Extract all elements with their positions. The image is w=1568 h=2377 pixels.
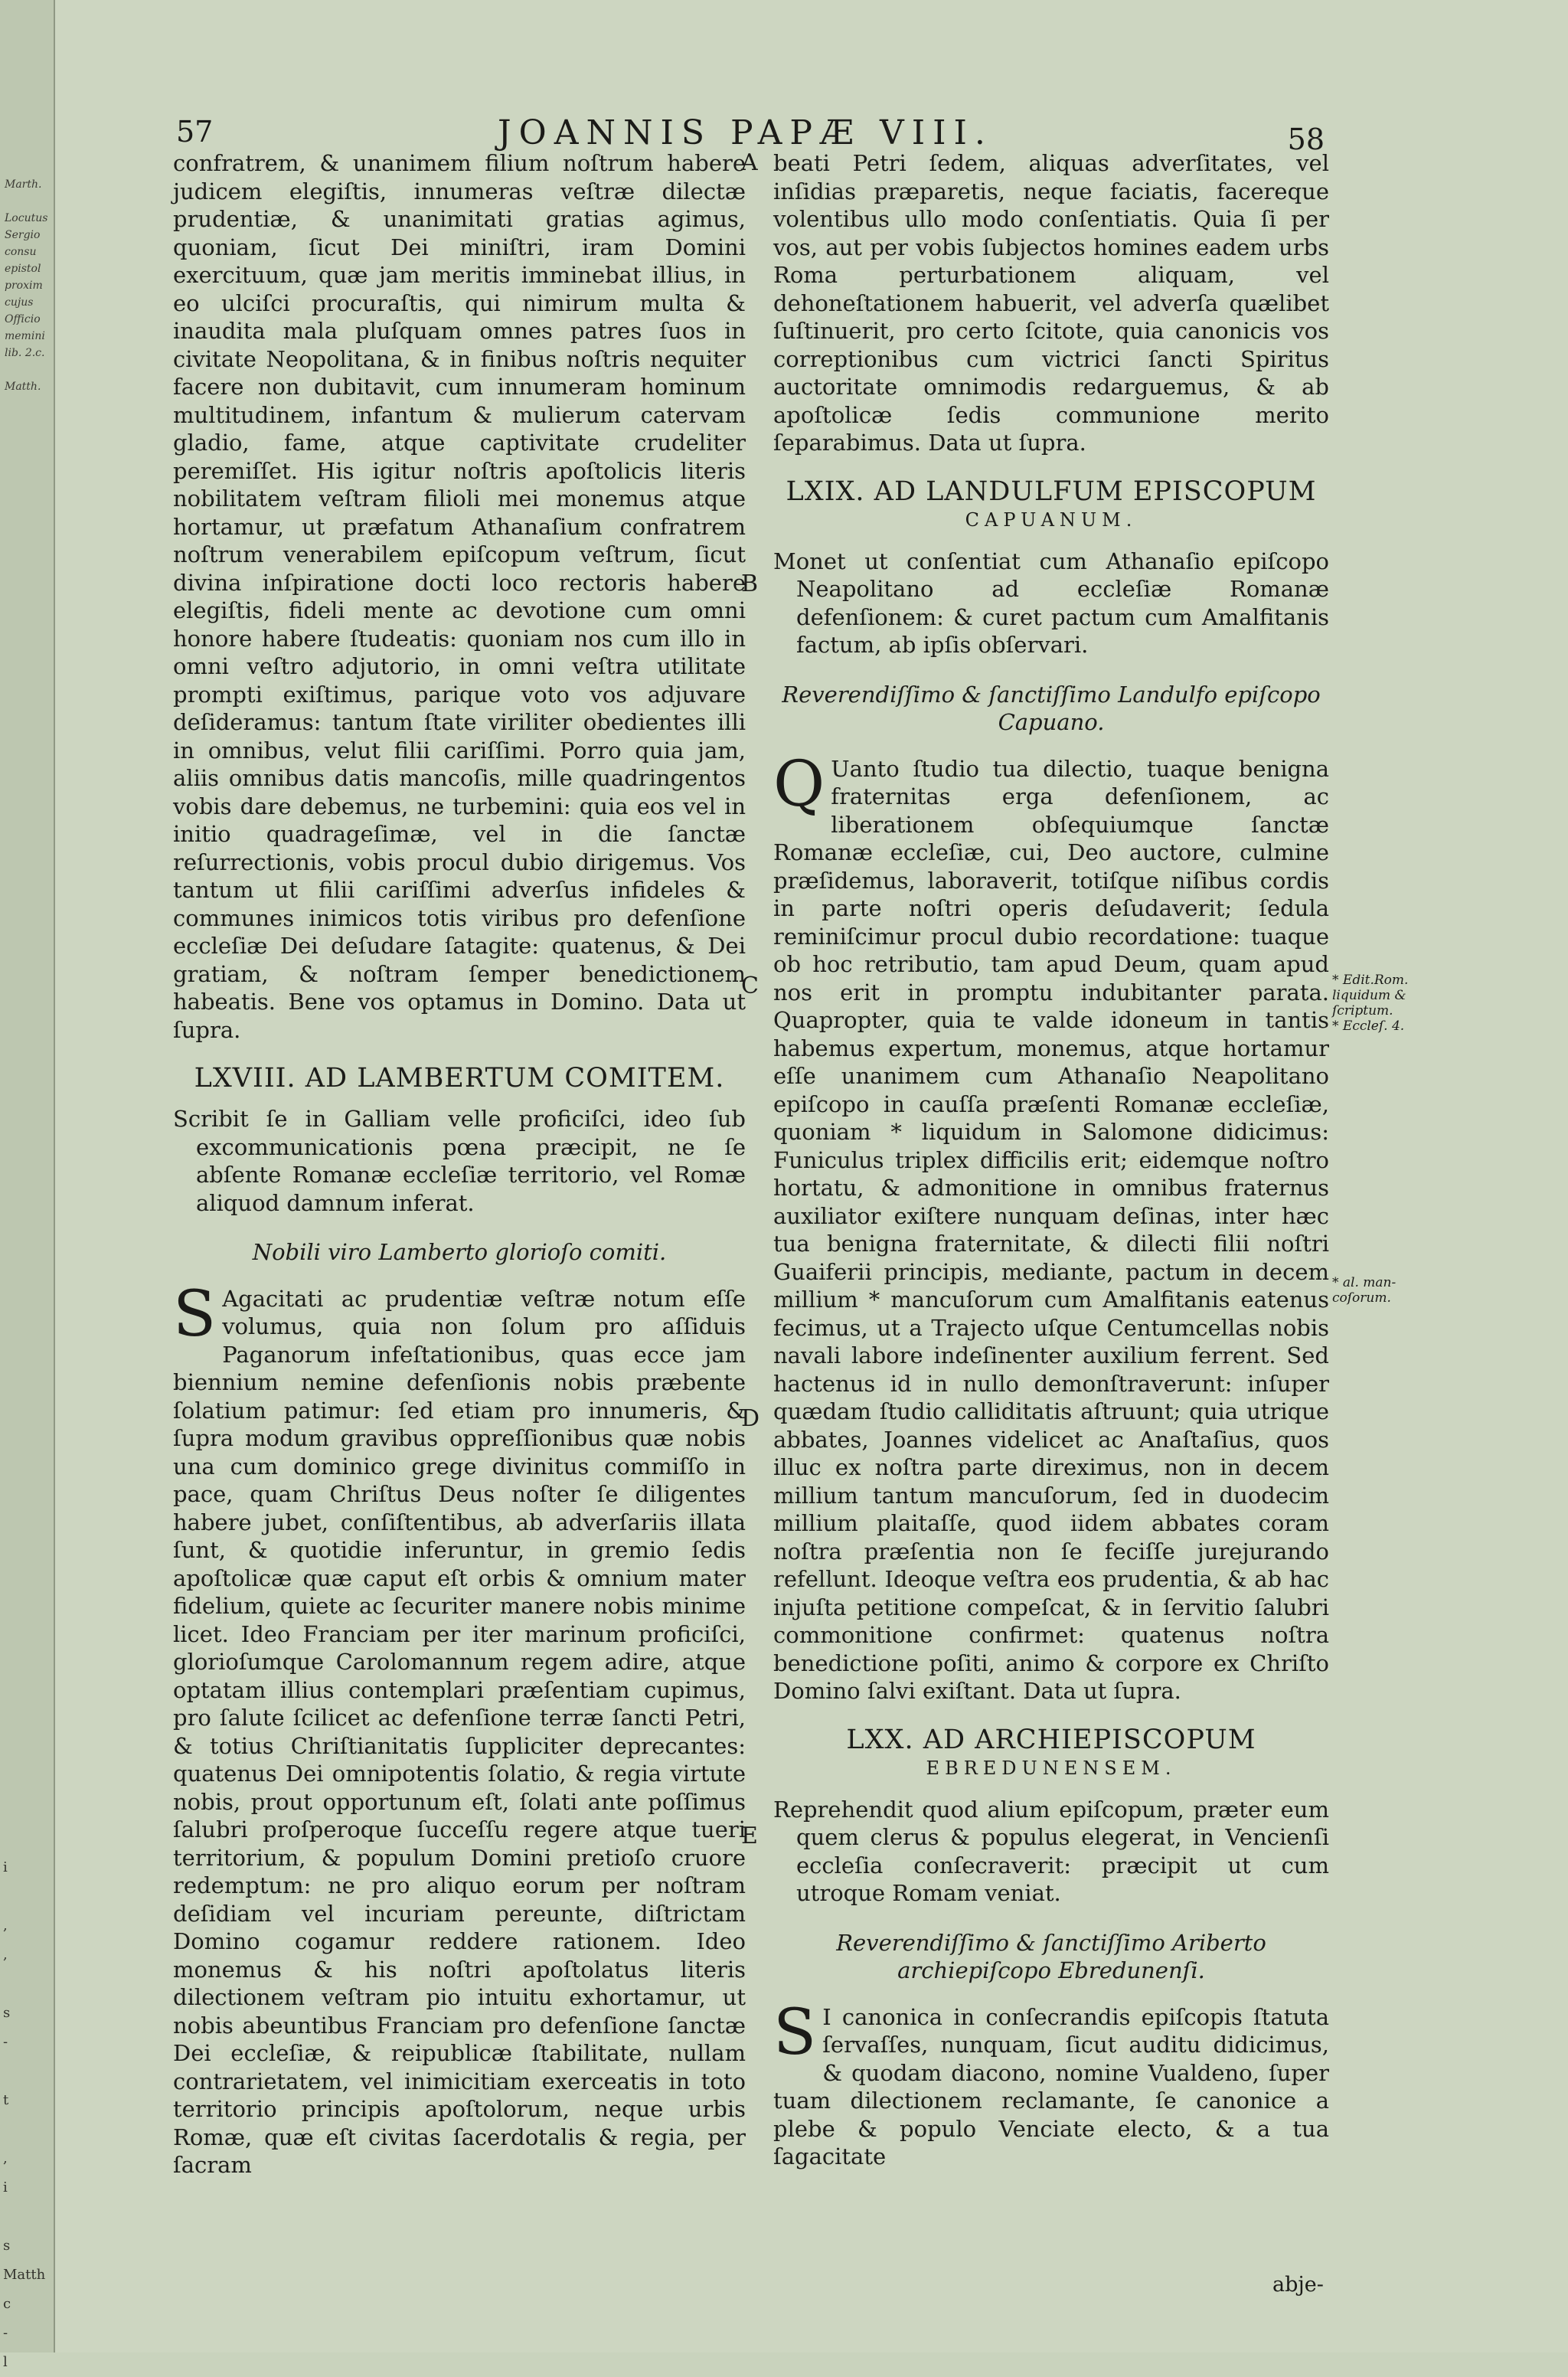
letter69-dropcap: Q — [773, 747, 825, 821]
letter68-dropcap: S — [173, 1277, 217, 1351]
letter68-conclusion: beati Petri ſedem, aliquas adverſitates, vel inſidias præparetis, neque faciatis, facereque volentibus ullo modo conſentiatis. Quia ſi per vos, aut per vobis ſubjectos homines eadem urbs Roma perturbationem aliquam, vel dehoneſtationem habuerit, vel adverſa quælibet ſuſtinuerit, pro certo ſcitote, quia canonicis vos correptionibus cum victrici ſancti Spiritus auctoritate omnimodis redarguemus, & ab apoſtolicæ ſedis communione merito ſeparabimus. Data ut ſupra. — [773, 150, 1329, 456]
letter70-body-paragraph — [773, 1996, 1329, 2171]
letter70-address: Reverendiſſimo & ſanctiſſimo Ariberto archiepiſcopo Ebredunenſi. — [836, 1929, 1266, 1983]
letter67-conclusion: confratrem, & unanimem filium noſtrum habere judicem elegiſtis, innumeras veſtræ dilectæ prudentiæ, & unanimitati gratias agimus, quoniam, ſicut Dei miniſtri, iram Domini exercituum, quæ jam meritis imminebat illius, in eo ulciſci procuraſtis, qui nimirum multa & inaudita mala pluſquam omnes patres ſuos in civitate Neopolitana, & in finibus noſtris nequiter facere non dubitavit, cum innumeram hominum multitudinem, infantum & mulierum catervam gladio, fame, atque captivitate crudeliter peremiſſet. His igitur noſtris apoſtolicis literis nobilitatem veſtram filioli mei monemus atque hortamur, ut præfatum Athanaſium confratrem noſtrum venerabilem epiſcopum veſtrum, ſicut divina inſpiratione docti loco rectoris habere elegiſtis, fideli mente ac devotione cum omni honore habere ſtudeatis: quoniam nos cum illo in omni veſtro adjutorio, in omni veſtra utilitate prompti exiſtimus, parique voto vos adjuvare deſideramus: tantum ſtate viriliter obedientes illi in omnibus, velut filii cariſſimi. Porro quia jam, aliis omnibus datis mancoſis, mille quadringentos vobis dare debemus, ne turbemini: quia eos vel in initio quadrageſimæ, vel in die ſanctæ reſurrectionis, vobis procul dubio dirigemus. Vos tantum ut filii cariſſimi adverſus infideles & communes inimicos totis viribus pro defenſione eccleſiæ Dei deſudare ſatagite: quatenus, & Dei gratiam, & noſtram ſemper benedictionem habeatis. Bene vos optamus in Domino. Data ut ſupra. — [173, 150, 746, 1043]
letter69-body: Uanto ſtudio tua dilectio, tuaque benigna fraternitas erga defenſionem, ac liberationem obſequiumque ſanctæ Romanæ eccleſiæ, cui, Deo auctore, culmine præſidemus, laboraverit, totiſque niſibus cordis in parte noſtri operis deſudaverit; ſedula reminiſcimur procul dubio recordatione: tuaque ob hoc retributio, tam apud Deum, quam apud nos erit in promptu indubitanter parata. Quapropter, quia te valde idoneum in tantis habemus expertum, monemus, atque hortamur eſſe unanimem cum Athanaſio Neapolitano epiſcopo in cauſſa præſenti Romanæ eccleſiæ, quoniam * liquidum in Salomone didicimus: Funiculus triplex difficilis erit; eidemque noſtro hortatu, & admonitione in omnibus fraternus auxiliator exiſtere nunquam deſinas, inter hæc tua benigna fraternitate, & dilecti filii noſtri Guaiferii principis, mediante, pactum in decem millium * mancuſorum cum Amalfitanis eatenus fecimus, ut a Trajecto uſque Centumcellas nobis navali labore indeſinenter auxilium ferrent. Sed hactenus id in nullo demonſtraverunt: inſuper quædam ſtudio calliditatis aſtruunt; quia utrique abbates, Joannes videlicet ac Anaſtaſius, quos illuc ex noſtra parte direximus, non in decem millium tantum mancuſorum, ſed in duodecim millium plaitaſſe, quod iidem abbates coram noſtra præſentia non ſe feciſſe jurejurando refellunt. Ideoque veſtra eos prudentia, & ab hac injuſta petitione compeſcat, & in ſervitio ſalubri commonitione confirmet: quatenus noſtra benedictione poſiti, animo & corpore ex Chriſto Domino ſalvi exiſtant. Data ut ſupra. — [773, 755, 1329, 1704]
section-letter-markers — [741, 149, 772, 1849]
letter68-address: Nobili viro Lamberto glorioſo comiti. — [252, 1239, 667, 1265]
left-column — [173, 149, 746, 2179]
letter69-summary: Monet ut conſentiat cum Athanaſio epiſcopo Neapolitano ad eccleſiæ Romanæ defenſionem: & curet pactum cum Amalfitanis factum, ab ipſis obſervari. — [773, 548, 1329, 658]
marginal-note-edit-rom: * Edit.Rom. liquidum & ſcriptum. * Eccleſ. 4. — [1332, 973, 1409, 1034]
letter68-body-paragraph — [173, 1277, 746, 2179]
letter70-summary: Reprehendit quod alium epiſcopum, præter eum quem clerus & populus elegerat, in Vencienſi eccleſia conſecraverit: præcipit ut cum utroque Romam veniat. — [773, 1796, 1329, 1906]
section-marker-d: D — [741, 1405, 760, 1432]
letter69-address: Reverendiſſimo & ſanctiſſimo Landulfo epiſcopo Capuano. — [782, 681, 1321, 735]
page-number-left: 57 — [176, 115, 214, 149]
letter70-subheading: EBREDUNENSEM. — [926, 1757, 1177, 1779]
right-column — [773, 149, 1329, 2171]
letter69-subheading: CAPUANUM. — [965, 508, 1138, 531]
section-marker-b: B — [741, 571, 759, 597]
catchword: abje- — [1272, 2273, 1324, 2297]
running-title: JOANNIS PAPÆ VIII. — [498, 113, 993, 152]
letter70-heading: LXX. AD ARCHIEPISCOPUM — [846, 1724, 1256, 1755]
letter68-heading: LXVIII. AD LAMBERTUM COMITEM. — [194, 1063, 725, 1094]
letter68-summary: Scribit ſe in Galliam velle proficiſci, ideo ſub excommunicationis pœna præcipit, ne ſe abſente Romanæ eccleſiæ territorio, vel Romæ aliquod damnum inferat. — [173, 1106, 746, 1216]
marginal-note-mancusorum: * al. man- coſorum. — [1332, 1275, 1396, 1306]
section-marker-a: A — [741, 149, 758, 176]
letter68-body: Agacitati ac prudentiæ veſtræ notum eſſe volumus, quia non ſolum pro aſſiduis Paganorum infeſtationibus, quas ecce jam biennium nemine defenſionis nobis præbente ſolatium patimur: ſed etiam pro innumeris, & ſupra modum gravibus oppreſſionibus quæ nobis una cum dominico grege divinitus commiſſo in pace, quam Chriſtus Deus noſter ſe diligentes habere jubet, conſiſtentibus, ab adverſariis illata ſunt, & quotidie inferuntur, in gremio ſedis apoſtolicæ quæ caput eſt orbis & omnium mater fidelium, quiete ac ſecuriter manere nobis minime licet. Ideo Franciam per iter marinum proficiſci, glorioſumque Carolomannum regem adire, atque optatam illius contemplari præſentiam cupimus, pro ſalute ſcilicet ac defenſione terræ ſancti Petri, & totius Chriſtianitatis ſuppliciter deprecantes: quatenus Dei omnipotentis ſolatio, & regia virtute nobis, prout opportunum eſt, ſolati ante poſſimus ſalubri proſperoque ſucceſſu regere atque tueri territorium, & populum Domini pretioſo cruore redemptum: ne pro aliquo eorum per noſtram deſidiam vel incuriam pereunte, diſtrictam Domino cogamur reddere rationem. Ideo monemus & his noſtri apoſtolatus literis dilectionem veſtram pio intuitu exhortamur, ut nobis abeuntibus Franciam pro defenſione ſanctæ Dei eccleſiæ, & reipublicæ ſtabilitate, nullam contrarietatem, vel inimicitiam exerceatis in toto territorio principis apoſtolorum, neque urbis Romæ, quæ eſt civitas ſacerdotalis & regia, per ſacram — [173, 1285, 746, 2178]
letter70-dropcap: S — [773, 1996, 817, 2069]
previous-page-marginal-notes: Marth. Locutus Sergio consu epistol proxim cujus Officio memini lib. 2.c. Matth. — [5, 178, 48, 393]
page-number-right: 58 — [1287, 123, 1325, 156]
section-marker-e: E — [741, 1823, 758, 1849]
letter69-body-paragraph — [773, 747, 1329, 1705]
section-marker-c: C — [741, 973, 759, 999]
previous-page-gutter — [0, 0, 55, 2370]
letter69-heading: LXIX. AD LANDULFUM EPISCOPUM — [786, 476, 1317, 507]
previous-page-edge-marks: i , , s - t , i s Matth c - l — [3, 1859, 46, 2370]
letter70-body: I canonica in conſecrandis epiſcopis ſtatuta ſervaſſes, nunquam, ſicut auditu didicimus, & quodam diacono, nomine Vualdeno, ſuper tuam dilectionem reclamante, ſe canonice a plebe & populo Venciate electo, & a tua ſagacitate — [773, 2003, 1329, 2169]
